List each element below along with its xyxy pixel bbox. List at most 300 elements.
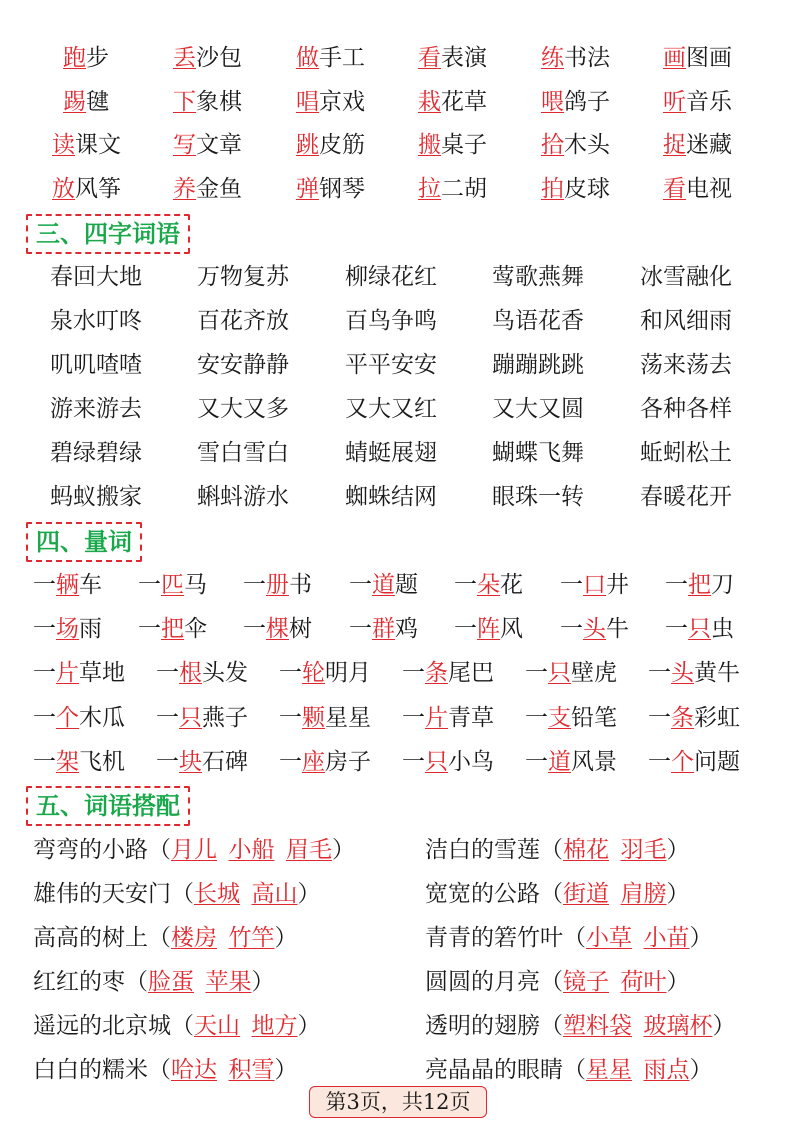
verb-phrase	[663, 130, 732, 160]
noun: 井	[606, 572, 629, 598]
phrase-rest: 钢琴	[319, 176, 365, 202]
answer-gap	[217, 837, 229, 863]
verb-phrase	[63, 43, 109, 73]
answer-char: 跳	[296, 132, 319, 158]
measure-phrase	[156, 747, 248, 777]
matching-item	[425, 1055, 713, 1085]
phrase-rest: 音乐	[686, 89, 732, 115]
four-char-word: 蜻蜓展翅	[345, 440, 437, 466]
matching-prompt: 白白的糯米（	[33, 1057, 171, 1083]
matching-answer: 积雪	[228, 1057, 275, 1083]
measure-phrase	[648, 747, 740, 777]
answer-char: 拉	[418, 176, 441, 202]
phrase-rest: 花草	[441, 89, 487, 115]
noun: 燕子	[202, 705, 248, 731]
matching-answer: 小苗	[643, 925, 690, 951]
answer-char: 看	[663, 176, 686, 202]
numeral: 一	[279, 705, 302, 731]
phrase-rest: 毽	[86, 89, 109, 115]
answer-measure-word: 条	[425, 660, 448, 686]
noun: 飞机	[79, 749, 125, 775]
four-char-word: 蚯蚓松土	[640, 440, 732, 466]
noun: 小鸟	[448, 749, 494, 775]
answer-gap	[240, 1013, 252, 1039]
section-4-heading: 四、量词	[26, 522, 142, 562]
answer-measure-word: 棵	[266, 616, 289, 642]
answer-measure-word: 头	[583, 616, 606, 642]
measure-phrase	[243, 614, 312, 644]
matching-answer: 苹果	[205, 969, 252, 995]
answer-gap	[240, 881, 252, 907]
phrase-rest: 手工	[319, 45, 365, 71]
matching-prompt: 圆圆的月亮（	[425, 969, 563, 995]
numeral: 一	[33, 572, 56, 598]
matching-answer: 雨点	[643, 1057, 690, 1083]
answer-gap	[609, 969, 621, 995]
numeral: 一	[279, 660, 302, 686]
matching-item	[425, 923, 713, 953]
matching-answer: 长城	[194, 881, 240, 907]
numeral: 一	[138, 616, 161, 642]
numeral: 一	[156, 660, 179, 686]
four-char-word: 荡来荡去	[640, 352, 732, 378]
close-paren: ）	[297, 881, 321, 907]
measure-phrase	[33, 747, 125, 777]
phrase-rest: 鸽子	[564, 89, 610, 115]
noun: 牛	[606, 616, 629, 642]
measure-phrase	[560, 614, 629, 644]
measure-phrase	[525, 747, 617, 777]
close-paren: ）	[251, 969, 275, 995]
noun: 壁虎	[571, 660, 617, 686]
numeral: 一	[349, 616, 372, 642]
verb-phrase	[173, 43, 242, 73]
answer-gap	[632, 1013, 644, 1039]
matching-answer: 哈达	[171, 1057, 217, 1083]
close-paren: ）	[332, 837, 355, 863]
answer-measure-word: 只	[425, 749, 448, 775]
matching-answer: 街道	[563, 881, 609, 907]
numeral: 一	[279, 749, 302, 775]
verb-phrase	[418, 87, 487, 117]
answer-char: 栽	[418, 89, 441, 115]
measure-phrase	[525, 658, 617, 688]
answer-measure-word: 把	[688, 572, 711, 598]
matching-item	[425, 967, 690, 997]
verb-phrase	[663, 174, 732, 204]
answer-measure-word: 辆	[56, 572, 79, 598]
matching-item	[33, 967, 275, 997]
numeral: 一	[525, 749, 548, 775]
four-char-word: 安安静静	[197, 352, 289, 378]
noun: 问题	[694, 749, 740, 775]
matching-answer: 羽毛	[620, 837, 667, 863]
noun: 青草	[448, 705, 494, 731]
answer-char: 喂	[541, 89, 564, 115]
matching-answer: 小草	[586, 925, 632, 951]
noun: 头发	[202, 660, 248, 686]
matching-prompt: 高高的树上（	[33, 925, 171, 951]
verb-phrase	[663, 87, 732, 117]
close-paren: ）	[689, 1057, 713, 1083]
matching-answer: 高山	[251, 881, 298, 907]
matching-prompt: 透明的翅膀（	[425, 1013, 563, 1039]
matching-prompt: 宽宽的公路（	[425, 881, 563, 907]
measure-phrase	[279, 747, 371, 777]
four-char-word: 泉水叮咚	[50, 308, 142, 334]
answer-measure-word: 阵	[477, 616, 500, 642]
answer-measure-word: 朵	[477, 572, 500, 598]
four-char-word: 又大又多	[197, 396, 289, 422]
four-char-word: 蚂蚁搬家	[50, 484, 142, 510]
noun: 房子	[325, 749, 371, 775]
answer-measure-word: 只	[179, 705, 202, 731]
verb-phrase	[541, 174, 610, 204]
noun: 树	[289, 616, 312, 642]
numeral: 一	[560, 572, 583, 598]
verb-phrase	[173, 174, 242, 204]
measure-phrase	[665, 614, 734, 644]
noun: 雨	[79, 616, 102, 642]
close-paren: ）	[297, 1013, 321, 1039]
phrase-rest: 电视	[686, 176, 732, 202]
four-char-word: 万物复苏	[197, 264, 289, 290]
matching-answer: 塑料袋	[563, 1013, 632, 1039]
measure-phrase	[33, 703, 125, 733]
noun: 石碑	[202, 749, 248, 775]
verb-phrase	[52, 174, 121, 204]
matching-answer: 星星	[586, 1057, 632, 1083]
noun: 风	[500, 616, 523, 642]
matching-item	[33, 835, 355, 865]
matching-answer: 玻璃杯	[643, 1013, 713, 1039]
phrase-rest: 二胡	[441, 176, 487, 202]
matching-prompt: 洁白的雪莲（	[425, 837, 563, 863]
phrase-rest: 表演	[441, 45, 487, 71]
four-char-word: 游来游去	[50, 396, 142, 422]
answer-gap	[632, 925, 644, 951]
phrase-rest: 象棋	[196, 89, 242, 115]
phrase-rest: 京戏	[319, 89, 365, 115]
measure-phrase	[33, 570, 102, 600]
matching-item	[33, 1055, 298, 1085]
matching-item	[33, 1011, 321, 1041]
answer-measure-word: 册	[266, 572, 289, 598]
four-char-word: 莺歌燕舞	[492, 264, 584, 290]
answer-gap	[194, 969, 206, 995]
verb-phrase	[52, 130, 121, 160]
close-paren: ）	[712, 1013, 736, 1039]
answer-gap	[217, 925, 229, 951]
answer-char: 下	[173, 89, 196, 115]
matching-prompt: 遥远的北京城（	[33, 1013, 194, 1039]
verb-phrase	[296, 87, 365, 117]
section-5-heading: 五、词语搭配	[26, 786, 190, 826]
answer-char: 看	[418, 45, 441, 71]
answer-gap	[275, 837, 287, 863]
noun: 风景	[571, 749, 617, 775]
four-char-word: 各种各样	[640, 396, 732, 422]
noun: 黄牛	[694, 660, 740, 686]
four-char-word: 雪白雪白	[197, 440, 289, 466]
answer-measure-word: 头	[671, 660, 694, 686]
phrase-rest: 桌子	[441, 132, 487, 158]
answer-char: 养	[173, 176, 196, 202]
noun: 题	[395, 572, 418, 598]
numeral: 一	[648, 660, 671, 686]
numeral: 一	[525, 660, 548, 686]
noun: 刀	[711, 572, 734, 598]
measure-phrase	[402, 658, 494, 688]
answer-measure-word: 个	[671, 749, 694, 775]
answer-gap	[609, 837, 621, 863]
answer-measure-word: 座	[302, 749, 325, 775]
answer-measure-word: 场	[56, 616, 79, 642]
answer-char: 跑	[63, 45, 86, 71]
noun: 花	[500, 572, 523, 598]
noun: 明月	[325, 660, 371, 686]
numeral: 一	[243, 572, 266, 598]
measure-phrase	[402, 703, 494, 733]
verb-phrase	[296, 130, 365, 160]
matching-answer: 月儿	[171, 837, 217, 863]
phrase-rest: 木头	[564, 132, 610, 158]
answer-char: 捉	[663, 132, 686, 158]
verb-phrase	[541, 130, 610, 160]
four-char-word: 蜘蛛结网	[345, 484, 437, 510]
matching-prompt: 弯弯的小路（	[33, 837, 171, 863]
phrase-rest: 文章	[196, 132, 242, 158]
verb-phrase	[296, 174, 365, 204]
answer-char: 弹	[296, 176, 319, 202]
close-paren: ）	[274, 1057, 298, 1083]
phrase-rest: 金鱼	[196, 176, 242, 202]
answer-measure-word: 群	[372, 616, 395, 642]
answer-char: 放	[52, 176, 75, 202]
numeral: 一	[243, 616, 266, 642]
measure-phrase	[243, 570, 312, 600]
matching-answer: 镜子	[563, 969, 609, 995]
answer-char: 做	[296, 45, 319, 71]
four-char-word: 春暖花开	[640, 484, 732, 510]
answer-measure-word: 匹	[161, 572, 184, 598]
answer-measure-word: 轮	[302, 660, 325, 686]
numeral: 一	[560, 616, 583, 642]
answer-measure-word: 把	[161, 616, 184, 642]
four-char-word: 叽叽喳喳	[50, 352, 142, 378]
noun: 星星	[325, 705, 371, 731]
answer-measure-word: 只	[688, 616, 711, 642]
noun: 鸡	[395, 616, 418, 642]
measure-phrase	[665, 570, 734, 600]
phrase-rest: 皮球	[564, 176, 610, 202]
measure-phrase	[156, 703, 248, 733]
matching-item	[425, 879, 690, 909]
measure-phrase	[156, 658, 248, 688]
answer-measure-word: 片	[425, 705, 448, 731]
numeral: 一	[156, 749, 179, 775]
answer-measure-word: 架	[56, 749, 79, 775]
four-char-word: 又大又红	[345, 396, 437, 422]
numeral: 一	[33, 705, 56, 731]
phrase-rest: 书法	[564, 45, 610, 71]
matching-item	[425, 1011, 736, 1041]
four-char-word: 百鸟争鸣	[345, 308, 437, 334]
answer-char: 唱	[296, 89, 319, 115]
matching-prompt: 青青的箬竹叶（	[425, 925, 586, 951]
numeral: 一	[33, 616, 56, 642]
answer-measure-word: 只	[548, 660, 571, 686]
noun: 伞	[184, 616, 207, 642]
answer-measure-word: 颗	[302, 705, 325, 731]
numeral: 一	[402, 660, 425, 686]
answer-gap	[217, 1057, 229, 1083]
matching-prompt: 亮晶晶的眼睛（	[425, 1057, 586, 1083]
matching-answer: 竹竿	[228, 925, 275, 951]
measure-phrase	[138, 614, 207, 644]
answer-measure-word: 个	[56, 705, 79, 731]
four-char-word: 冰雪融化	[640, 264, 732, 290]
matching-prompt: 雄伟的天安门（	[33, 881, 194, 907]
matching-answer: 荷叶	[620, 969, 667, 995]
phrase-rest: 风筝	[75, 176, 121, 202]
answer-char: 听	[663, 89, 686, 115]
numeral: 一	[648, 749, 671, 775]
verb-phrase	[418, 174, 487, 204]
answer-measure-word: 道	[372, 572, 395, 598]
measure-phrase	[33, 614, 102, 644]
answer-gap	[609, 881, 621, 907]
measure-phrase	[402, 747, 494, 777]
numeral: 一	[33, 660, 56, 686]
matching-answer: 脸蛋	[148, 969, 194, 995]
page-number-footer: 第3页，共12页	[309, 1086, 487, 1118]
four-char-word: 鸟语花香	[492, 308, 584, 334]
matching-answer: 小船	[228, 837, 275, 863]
four-char-word: 春回大地	[50, 264, 142, 290]
numeral: 一	[665, 616, 688, 642]
close-paren: ）	[689, 925, 713, 951]
section-3-heading: 三、四字词语	[26, 214, 190, 254]
matching-answer: 棉花	[563, 837, 609, 863]
measure-phrase	[454, 570, 523, 600]
numeral: 一	[138, 572, 161, 598]
phrase-rest: 迷藏	[686, 132, 732, 158]
numeral: 一	[525, 705, 548, 731]
measure-phrase	[560, 570, 629, 600]
measure-phrase	[648, 658, 740, 688]
matching-prompt: 红红的枣（	[33, 969, 148, 995]
noun: 车	[79, 572, 102, 598]
four-char-word: 蝌蚪游水	[197, 484, 289, 510]
answer-measure-word: 支	[548, 705, 571, 731]
verb-phrase	[63, 87, 109, 117]
four-char-word: 柳绿花红	[345, 264, 437, 290]
four-char-word: 和风细雨	[640, 308, 732, 334]
matching-answer: 楼房	[171, 925, 217, 951]
close-paren: ）	[666, 969, 690, 995]
measure-phrase	[279, 703, 371, 733]
answer-char: 画	[663, 45, 686, 71]
measure-phrase	[648, 703, 740, 733]
answer-gap	[632, 1057, 644, 1083]
answer-char: 踢	[63, 89, 86, 115]
numeral: 一	[349, 572, 372, 598]
numeral: 一	[402, 749, 425, 775]
noun: 草地	[79, 660, 125, 686]
answer-char: 练	[541, 45, 564, 71]
matching-answer: 眉毛	[286, 837, 332, 863]
verb-phrase	[418, 43, 487, 73]
close-paren: ）	[274, 925, 298, 951]
answer-measure-word: 片	[56, 660, 79, 686]
verb-phrase	[541, 43, 610, 73]
phrase-rest: 步	[86, 45, 109, 71]
four-char-word: 平平安安	[345, 352, 437, 378]
numeral: 一	[156, 705, 179, 731]
answer-measure-word: 根	[179, 660, 202, 686]
answer-measure-word: 条	[671, 705, 694, 731]
verb-phrase	[541, 87, 610, 117]
noun: 铅笔	[571, 705, 617, 731]
close-paren: ）	[666, 837, 690, 863]
answer-char: 拾	[541, 132, 564, 158]
noun: 虫	[711, 616, 734, 642]
phrase-rest: 课文	[75, 132, 121, 158]
verb-phrase	[173, 130, 242, 160]
answer-measure-word: 块	[179, 749, 202, 775]
phrase-rest: 皮筋	[319, 132, 365, 158]
phrase-rest: 沙包	[196, 45, 242, 71]
verb-phrase	[173, 87, 242, 117]
measure-phrase	[525, 703, 617, 733]
measure-phrase	[33, 658, 125, 688]
verb-phrase	[418, 130, 487, 160]
numeral: 一	[665, 572, 688, 598]
answer-char: 拍	[541, 176, 564, 202]
verb-phrase	[663, 43, 732, 73]
four-char-word: 眼珠一转	[492, 484, 584, 510]
four-char-word: 又大又圆	[492, 396, 584, 422]
verb-phrase	[296, 43, 365, 73]
measure-phrase	[454, 614, 523, 644]
noun: 彩虹	[694, 705, 740, 731]
four-char-word: 百花齐放	[197, 308, 289, 334]
answer-measure-word: 口	[583, 572, 606, 598]
matching-item	[425, 835, 690, 865]
answer-char: 读	[52, 132, 75, 158]
noun: 尾巴	[448, 660, 494, 686]
answer-char: 丢	[173, 45, 196, 71]
measure-phrase	[279, 658, 371, 688]
four-char-word: 蹦蹦跳跳	[492, 352, 584, 378]
four-char-word: 蝴蝶飞舞	[492, 440, 584, 466]
four-char-word: 碧绿碧绿	[50, 440, 142, 466]
matching-answer: 天山	[194, 1013, 240, 1039]
measure-phrase	[138, 570, 207, 600]
matching-item	[33, 923, 298, 953]
phrase-rest: 图画	[686, 45, 732, 71]
numeral: 一	[454, 616, 477, 642]
matching-answer: 地方	[251, 1013, 298, 1039]
answer-char: 搬	[418, 132, 441, 158]
matching-answer: 肩膀	[620, 881, 667, 907]
noun: 木瓜	[79, 705, 125, 731]
answer-char: 写	[173, 132, 196, 158]
close-paren: ）	[666, 881, 690, 907]
noun: 马	[184, 572, 207, 598]
numeral: 一	[454, 572, 477, 598]
